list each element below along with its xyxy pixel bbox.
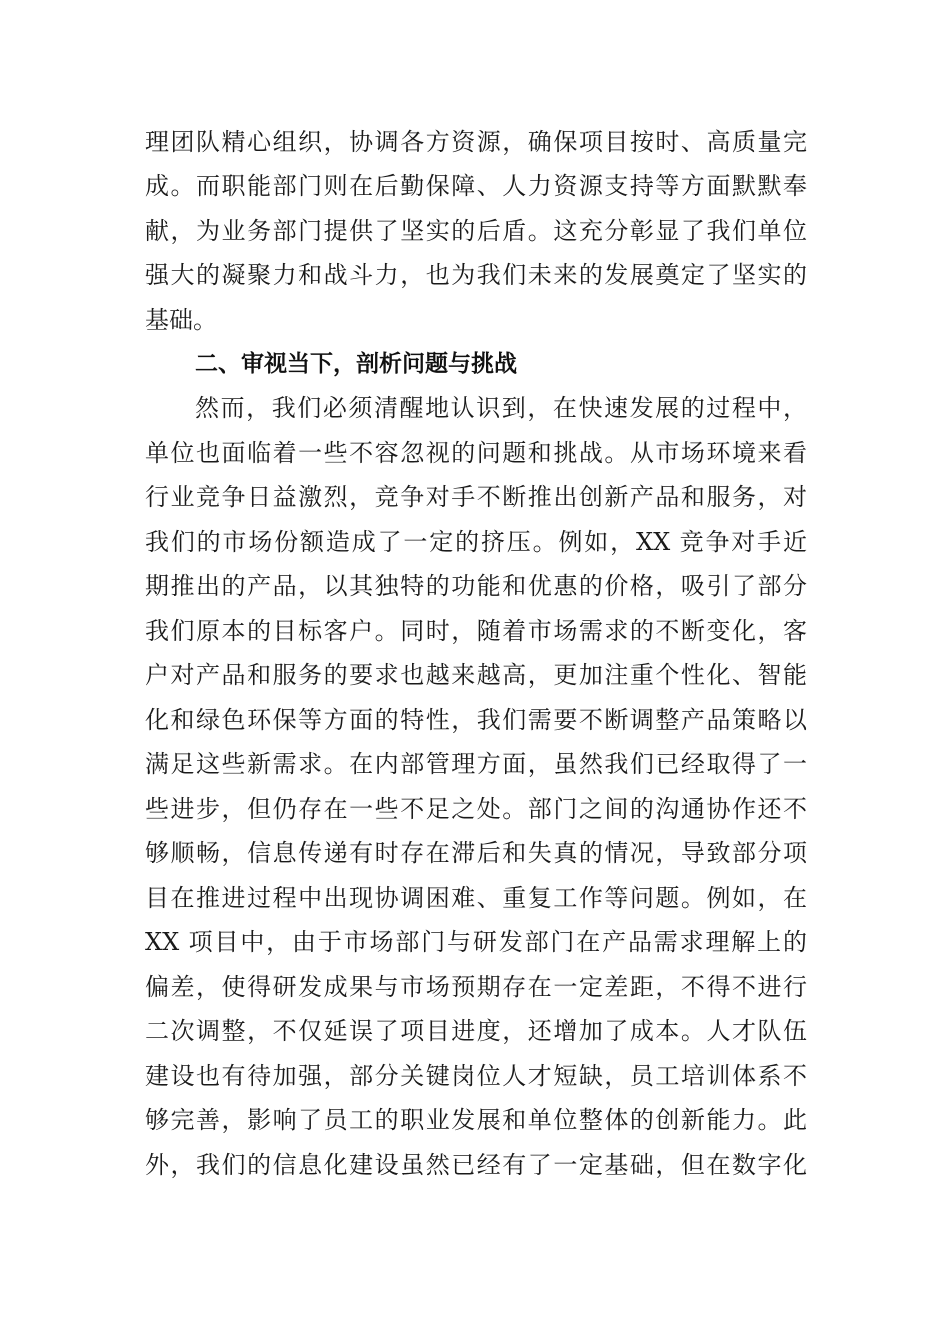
text-line: 我们的市场份额造成了一定的挤压。例如，XX 竞争对手近 [145, 528, 807, 556]
text-line: 够完善，影响了员工的职业发展和单位整体的创新能力。此 [145, 1106, 807, 1134]
text-line: 然而，我们必须清醒地认识到，在快速发展的过程中， [195, 394, 807, 422]
text-line: 强大的凝聚力和战斗力，也为我们未来的发展奠定了坚实的 [145, 261, 807, 289]
text-line: 偏差，使得研发成果与市场预期存在一定差距，不得不进行 [145, 973, 807, 1001]
text-line: 献，为业务部门提供了坚实的后盾。这充分彰显了我们单位 [145, 217, 807, 245]
text-line: 二次调整，不仅延误了项目进度，还增加了成本。人才队伍 [145, 1017, 807, 1045]
text-line: 理团队精心组织，协调各方资源，确保项目按时、高质量完 [145, 128, 807, 156]
text-line: 建设也有待加强，部分关键岗位人才短缺，员工培训体系不 [145, 1062, 807, 1090]
text-line: 户对产品和服务的要求也越来越高，更加注重个性化、智能 [145, 661, 807, 689]
text-line: 够顺畅，信息传递有时存在滞后和失真的情况，导致部分项 [145, 839, 807, 867]
text-line: 化和绿色环保等方面的特性，我们需要不断调整产品策略以 [145, 706, 807, 734]
text-line: 期推出的产品，以其独特的功能和优惠的价格，吸引了部分 [145, 572, 807, 600]
text-line: 满足这些新需求。在内部管理方面，虽然我们已经取得了一 [145, 750, 807, 778]
text-line: 行业竞争日益激烈，竞争对手不断推出创新产品和服务，对 [145, 483, 807, 511]
text-line: XX 项目中，由于市场部门与研发部门在产品需求理解上的 [145, 928, 807, 956]
text-line: 目在推进过程中出现协调困难、重复工作等问题。例如，在 [145, 884, 807, 912]
text-line: 外，我们的信息化建设虽然已经有了一定基础，但在数字化 [145, 1151, 807, 1179]
text-line: 我们原本的目标客户。同时，随着市场需求的不断变化，客 [145, 617, 807, 645]
section-heading: 二、审视当下，剖析问题与挑战 [195, 351, 517, 377]
text-line: 单位也面临着一些不容忽视的问题和挑战。从市场环境来看 [145, 439, 807, 467]
text-line: 成。而职能部门则在后勤保障、人力资源支持等方面默默奉 [145, 172, 807, 200]
text-line: 些进步，但仍存在一些不足之处。部门之间的沟通协作还不 [145, 795, 807, 823]
text-line: 基础。 [145, 306, 217, 334]
